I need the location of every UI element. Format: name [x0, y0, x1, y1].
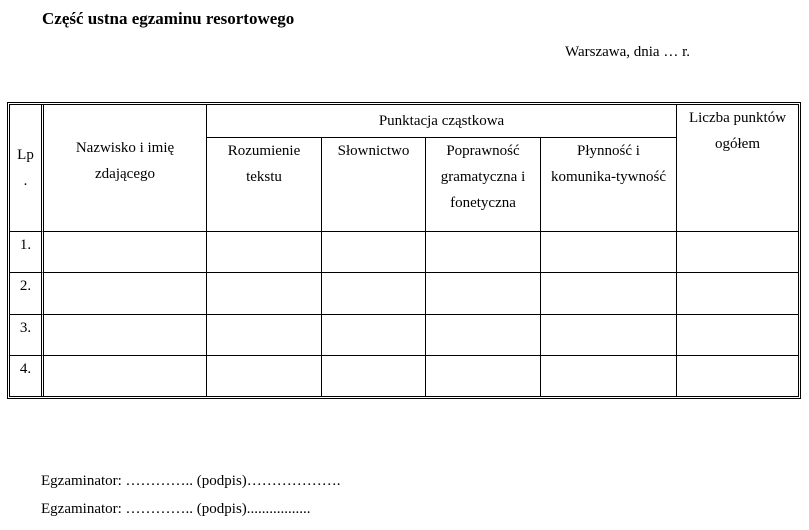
header-correctness-text: Poprawność gramatyczna i fonetyczna [440, 143, 526, 211]
score-cell[interactable] [541, 315, 677, 356]
header-vocabulary [322, 138, 426, 232]
header-name-text: Nazwisko i imię zdającego [75, 140, 175, 182]
name-cell[interactable] [44, 356, 207, 396]
name-cell[interactable] [44, 315, 207, 356]
score-cell[interactable] [541, 273, 677, 315]
total-cell[interactable] [677, 315, 798, 356]
header-name [44, 105, 207, 232]
total-cell[interactable] [677, 232, 798, 273]
header-comprehension-text: Rozumienie tekstu [227, 143, 301, 185]
total-cell[interactable] [677, 356, 798, 396]
place-date-line: Warszawa, dnia … r. [565, 44, 690, 60]
name-cell[interactable] [44, 273, 207, 315]
header-comprehension [207, 138, 322, 232]
score-cell[interactable] [426, 315, 541, 356]
header-fluency [541, 138, 677, 232]
header-total-text: Liczba punktów ogółem [688, 110, 787, 152]
row-number: 1. [10, 232, 44, 273]
row-number: 3. [10, 315, 44, 356]
score-cell[interactable] [322, 273, 426, 315]
examiner-signature-line: Egzaminator: ………….. (podpis)………………. [41, 473, 341, 489]
total-cell[interactable] [677, 273, 798, 315]
header-partial-scores-text: Punktacja cząstkowa [378, 113, 505, 129]
examiner-signature-line: Egzaminator: ………….. (podpis)................. [41, 501, 311, 517]
header-lp [10, 105, 44, 232]
table-row [10, 273, 798, 315]
name-cell[interactable] [44, 232, 207, 273]
score-cell[interactable] [426, 273, 541, 315]
score-cell[interactable] [322, 356, 426, 396]
score-cell[interactable] [322, 232, 426, 273]
row-number: 2. [10, 273, 44, 315]
score-cell[interactable] [426, 356, 541, 396]
header-correctness [426, 138, 541, 232]
score-table [7, 102, 801, 399]
score-cell[interactable] [207, 232, 322, 273]
score-cell[interactable] [207, 315, 322, 356]
document-title: Część ustna egzaminu resortowego [42, 9, 295, 28]
header-lp-dot: . [23, 173, 28, 189]
score-cell[interactable] [426, 232, 541, 273]
score-cell[interactable] [541, 356, 677, 396]
row-number: 4. [10, 356, 44, 396]
header-fluency-text: Płynność i komunika-tywność [551, 143, 666, 185]
score-cell[interactable] [541, 232, 677, 273]
score-cell[interactable] [207, 273, 322, 315]
score-cell[interactable] [207, 356, 322, 396]
header-vocabulary-text: Słownictwo [337, 143, 410, 159]
header-partial-scores [207, 105, 677, 138]
table-row [10, 232, 798, 273]
header-total [677, 105, 798, 232]
table-row [10, 356, 798, 396]
table-row [10, 315, 798, 356]
score-cell[interactable] [322, 315, 426, 356]
header-lp-text: Lp [17, 147, 34, 163]
